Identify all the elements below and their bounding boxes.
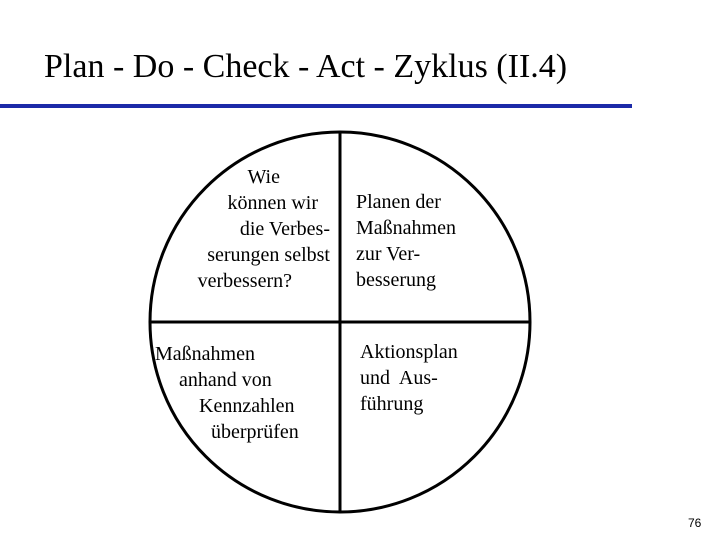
quadrant-do-line: Aktionsplan (360, 341, 458, 363)
quadrant-do-line: führung (360, 393, 424, 415)
quadrant-plan (356, 189, 456, 293)
quadrant-check-line: anhand von (179, 369, 272, 391)
quadrant-check (155, 341, 299, 445)
quadrant-plan-line: Planen der (356, 191, 441, 213)
quadrant-check-line: Maßnahmen (155, 343, 255, 365)
quadrant-plan-line: zur Ver- (356, 243, 421, 265)
quadrant-plan-line: besserung (356, 269, 436, 291)
quadrant-act-line: verbessern? (197, 270, 292, 292)
quadrant-act (150, 164, 330, 294)
quadrant-check-line: Kennzahlen (199, 395, 295, 417)
page-number: 76 (688, 516, 702, 530)
quadrant-act-line: Wie (247, 166, 280, 188)
slide-title: Plan - Do - Check - Act - Zyklus (II.4) (44, 48, 568, 85)
quadrant-act-line: die Verbes- (239, 218, 330, 240)
quadrant-check-line: überprüfen (211, 421, 299, 443)
quadrant-act-line: können wir (227, 192, 318, 214)
quadrant-plan-line: Maßnahmen (356, 217, 456, 239)
quadrant-do (360, 339, 458, 417)
quadrant-do-line: und Aus- (360, 367, 438, 389)
quadrant-act-line: serungen selbst (207, 244, 330, 266)
